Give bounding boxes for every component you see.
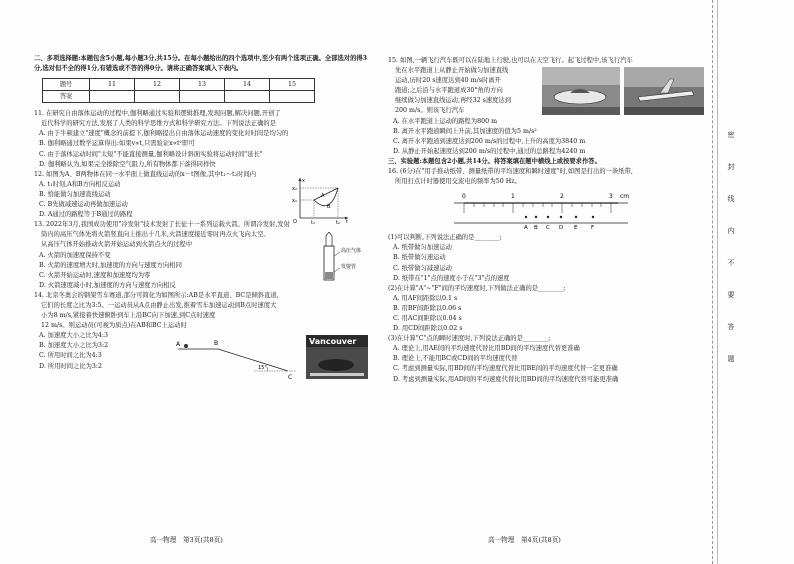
seal-char: 封 <box>727 163 735 171</box>
paper-tape-figure <box>388 189 708 229</box>
ruler-label: 1 <box>511 193 515 201</box>
option: A. 火箭的加速度保持不变 <box>39 251 111 259</box>
seal-char: 答 <box>727 323 735 331</box>
option: B. 离开水平跑道瞬间上升前,其加速度的值为5 m/s² <box>393 127 537 135</box>
question-16 <box>388 167 710 385</box>
answer-cell[interactable] <box>180 91 225 103</box>
question-stem: 12. 如图为A、B两物体在同一水平面上做直线运动的x－t图像,其中t₁～t₂时间内 <box>34 170 256 178</box>
seal-notice <box>724 130 738 386</box>
tube-label: 发射管 <box>341 264 357 271</box>
answer-cell[interactable] <box>90 91 135 103</box>
option: A. 用AF间距除以0.1 s <box>393 294 458 302</box>
point-a-label: A <box>176 340 181 348</box>
ruler-label: 2 <box>560 193 564 201</box>
option: D. 从静止开始起速度达到200 m/s的过程中,通过的总路程为4240 m <box>393 147 586 155</box>
option: C. B先做减速运动再做加速运动 <box>39 201 128 209</box>
option: B. 用BF间距除以0.06 s <box>393 304 462 312</box>
question-stem: 200 m/s。则该飞行汽车 <box>395 107 465 115</box>
option: B. 恰能做匀加速直线运动 <box>39 190 111 198</box>
answer-cell[interactable] <box>135 91 180 103</box>
seal-char: 不 <box>727 259 735 267</box>
tape-point-label: C <box>546 225 550 230</box>
right-column <box>388 56 710 385</box>
question-stem: 继续做匀加速直线运动,再经32 s速度达到 <box>395 97 511 105</box>
question-11 <box>34 109 370 170</box>
question-stem: 小为8 m/s,紧接着快速俯卧到车上沿BC向下加速,到C点时速度 <box>41 312 216 320</box>
question-stem: 跑道;之后沿与水平跑道成30°角的方向 <box>395 87 503 95</box>
ruler-label: 3 <box>609 193 613 201</box>
angle-label: 15° <box>258 364 267 371</box>
y-axis-label: x <box>302 177 305 184</box>
xt-graph-figure <box>290 176 352 224</box>
option: A. 纸带做匀加速运动 <box>393 244 452 252</box>
option: D. 火箭速度减小时,加速度的方向与速度方向相反 <box>39 281 176 289</box>
question-stem: 14. 北京冬奥会的钢架雪车赛道,部分可简化为如图所示:AB是水平直道、BC是倾斜直道, <box>34 291 279 299</box>
option: C. 考虑到测量实际,用BD间的平均速度代替比用BE间的平均速度代替一定更准确 <box>393 365 618 373</box>
section-title: 二、多项选择题:本题包含5小题,每小题3分,共15分。在每小题给出的四个选项中,至少有两个选项正确。全部选对的得3分,选对但不全的得1分,有错选或不答的得0分。请将正确答案填入下表内。 <box>34 55 368 73</box>
x-tick-label: t₂ <box>336 219 340 224</box>
table-cell: 15 <box>270 79 315 91</box>
option: B. 加速度大小之比为3:2 <box>39 342 109 350</box>
option: C. 所用时间之比为4:3 <box>39 352 102 360</box>
seal-char: 密 <box>727 131 735 139</box>
option: C. 离开水平跑道到速度达到200 m/s的过程中,上升的高度为3840 m <box>393 137 586 145</box>
ruler-label: 0 <box>462 193 466 201</box>
option: C. 用AC间距除以0.04 s <box>393 314 462 322</box>
section-title: 三、实验题:本题包含2小题,共14分。将答案填在题中横线上或按要求作答。 <box>388 157 601 165</box>
sub-question-stem: (1)可以判断,下列说法正确的是________; <box>388 234 502 242</box>
tape-point-label: B <box>534 225 538 230</box>
athlete-icon <box>184 344 188 348</box>
option: C. 纸带做匀减速运动 <box>393 264 452 272</box>
answer-cell[interactable] <box>225 91 270 103</box>
seal-char: 线 <box>727 195 735 203</box>
tape-point-label: E <box>574 225 578 230</box>
track-figure <box>164 335 370 381</box>
option: A. t₁时刻,A和B方向相反运动 <box>39 180 121 188</box>
option: B. 理论上,不能用BC或CD间的平均速度代替 <box>393 355 518 363</box>
option: A. 由于牛顿建立"速度"概念的前提下,伽利略提出自由落体运动速度的变化对时间是均匀的 <box>39 130 289 138</box>
seal-char: 题 <box>727 355 735 363</box>
question-13 <box>34 220 370 291</box>
table-cell: 答案 <box>43 91 90 103</box>
seal-char: 要 <box>727 291 735 299</box>
table-cell: 11 <box>90 79 135 91</box>
option: D. 用CD间距除以0.02 s <box>393 325 463 333</box>
sub-question-stem: (2)在计算"A"~"F"间的平均速度时,下列做法正确的是________; <box>388 284 566 292</box>
answer-cell[interactable] <box>270 91 315 103</box>
option: C. 由于落体运动时间"太短"不能直接测量,伽利略设计斜面实验将运动时间"延长" <box>39 150 263 158</box>
table-cell: 题号 <box>43 79 90 91</box>
table-cell: 14 <box>225 79 270 91</box>
ruler-unit: cm <box>620 193 630 201</box>
tape-point-label: D <box>559 225 564 230</box>
option: A. 理论上,用AE间的平均速度代替比用BD间的平均速度代替更准确 <box>393 345 580 353</box>
seal-char: 内 <box>727 227 735 235</box>
question-stem: 近代科学的研究方法,发展了人类的科学思维方式和科学研究方法。下列说法正确的是 <box>41 120 276 128</box>
question-stem: 筒内的高压气体先将火箭竖直向上推出十几米,火箭速度接近零时再点火飞向太空。 <box>41 231 270 239</box>
question-12 <box>34 170 370 224</box>
question-stem: 从高压气体开始推动火箭开始运动到火箭点火的过程中 <box>41 241 193 249</box>
gas-label: 高压气体 <box>341 248 362 255</box>
option: B. 伽利略通过数学运算得出:如果v∝t,只需验证x∝t²即可 <box>39 140 195 148</box>
question-15 <box>388 56 710 157</box>
page-footer-left: 高一物理 第3页(共8页) <box>150 536 223 544</box>
option: D. 纸带在"1"点的速度小于在"3"点的速度 <box>393 274 510 282</box>
question-stem: 16. (6分)在"用手推动纸带、测量纸带的平均速度和瞬时速度"时,如图是打出的一条纸带, <box>388 168 633 176</box>
curve-b-label: B <box>327 203 331 210</box>
option: D. 所用时间之比为3:2 <box>39 362 103 370</box>
question-stem: 15. 如图,一辆飞行汽车既可以在陆地上行驶,也可以在天空飞行。起飞过程中,该飞行汽车 <box>388 57 633 64</box>
origin-label: O <box>293 218 297 224</box>
seal-line <box>717 0 718 564</box>
table-cell: 13 <box>180 79 225 91</box>
x-axis-label: t <box>346 218 348 224</box>
option: D. A通过的路程等于B通过的路程 <box>39 211 133 219</box>
page-footer-right: 高一物理 第4页(共8页) <box>488 536 561 544</box>
sub-question-stem: (3)在计算"C"点的瞬时速度时,下列说法正确的是________; <box>388 335 551 343</box>
option: D. 考虑到测量实际,用AD间的平均速度代替比用BD间的平均速度代替可能更准确 <box>393 375 619 383</box>
answer-table <box>42 78 315 103</box>
tape-point-label: F <box>591 225 595 230</box>
question-stem: 先在水平跑道上从静止开始做匀加速直线 <box>395 67 509 75</box>
option: A. 在水平跑道上运动的路程为800 m <box>393 117 498 125</box>
rocket-icon <box>326 232 332 246</box>
table-cell: 12 <box>135 79 180 91</box>
y-tick-label: x₂ <box>292 185 297 192</box>
option: A. 加速度大小之比为4:3 <box>39 332 109 340</box>
question-stem: 13. 2022年3月,我国成功使用"冷发射"技术发射了长征十一系列运载火箭。所谓冷发射,发射 <box>34 221 290 229</box>
curve-b <box>314 188 338 206</box>
rocket-launch-figure <box>310 232 368 282</box>
point-c-label: C <box>288 373 293 381</box>
photo-banner-text: Vancouver <box>309 336 357 346</box>
question-stem: 11. 在研究自由落体运动的过程中,伽利略通过实验和逻辑推理,发现问题,解决问题,开创了 <box>34 110 281 118</box>
y-tick-label: x₁ <box>292 197 297 204</box>
option: B. 纸带做匀速运动 <box>393 254 446 262</box>
question-stem: 所用打点计时器使用交流电的频率为50 Hz。 <box>395 178 521 186</box>
option: B. 火箭的速度增大时,加速度的方向与速度方向相同 <box>39 261 182 269</box>
curve-a-label: A <box>321 192 325 199</box>
flying-car-photos <box>542 67 704 115</box>
question-stem: 运动,历时20 s速度达到40 m/s时离开 <box>395 77 501 85</box>
x-tick-label: t₁ <box>311 219 315 224</box>
tape-point-label: A <box>524 225 528 230</box>
point-b-label: B <box>214 339 219 347</box>
question-stem: 它们的长度之比为3:5。一运动员从A点由静止出发,推着雪车加速运动到B点时速度大 <box>41 301 277 309</box>
option: D. 伽利略认为,如果完全排除空气阻力,所有物体都下落得同样快 <box>39 160 216 168</box>
question-14 <box>34 291 370 381</box>
option: C. 火箭开始运动时,速度和加速度均为零 <box>39 271 151 279</box>
left-column <box>34 54 370 381</box>
seal-dashed-line <box>712 0 713 564</box>
question-stem: 12 m/s。则运动员(可视为质点)在AB和BC上运动时 <box>41 322 187 330</box>
